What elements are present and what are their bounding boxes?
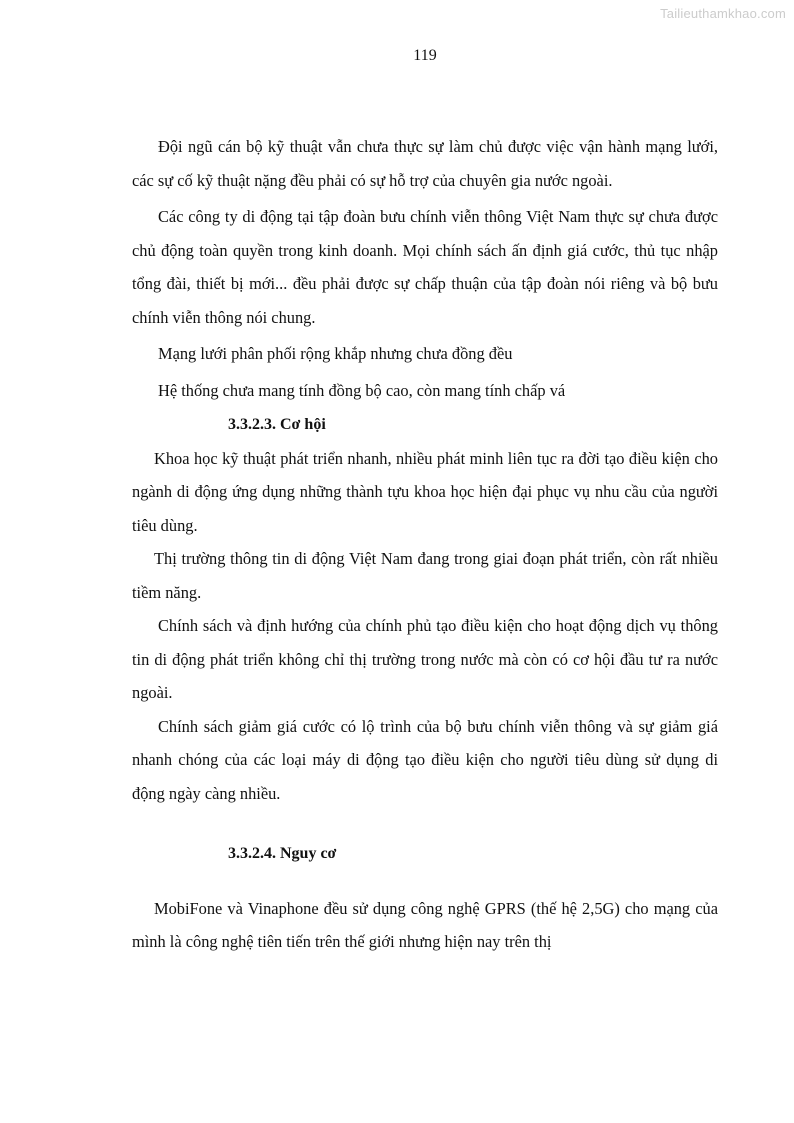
paragraph: MobiFone và Vinaphone đều sử dụng công nghệ GPRS (thế hệ 2,5G) cho mạng của mình là công nghệ tiên tiến trên thế giới nhưng hiện nay trên thị — [132, 898, 718, 951]
paragraph: Các công ty di động tại tập đoàn bưu chính viễn thông Việt Nam thực sự chưa được chủ động toàn quyền trong kinh doanh. Mọi chính sách ấn định giá cước, thủ tục nhập tổng đài, thiết bị mới... đều phải được sự chấp thuận của tập đoàn nói riêng và bộ bưu chính viễn thông nói chung. — [132, 207, 718, 327]
paragraph: Đội ngũ cán bộ kỹ thuật vẫn chưa thực sự làm chủ được việc vận hành mạng lưới, các sự cố kỹ thuật nặng đều phải có sự hỗ trợ của chuyên gia nước ngoài. — [132, 137, 718, 190]
paragraph: Khoa học kỹ thuật phát triển nhanh, nhiều phát minh liên tục ra đời tạo điều kiện cho ngành di động ứng dụng những thành tựu khoa học hiện đại phục vụ nhu cầu của người tiêu dùng. — [132, 448, 718, 535]
section-heading-opportunities: 3.3.2.3. Cơ hội — [228, 416, 326, 433]
page-number: 119 — [413, 47, 437, 64]
document-body — [132, 130, 718, 959]
paragraph: Thị trường thông tin di động Việt Nam đang trong giai đoạn phát triển, còn rất nhiều tiềm năng. — [132, 549, 718, 602]
paragraph: Chính sách giảm giá cước có lộ trình của bộ bưu chính viễn thông và sự giảm giá nhanh chóng của các loại máy di động tạo điều kiện cho người tiêu dùng sử dụng di động ngày càng nhiều. — [132, 716, 718, 803]
paragraph: Chính sách và định hướng của chính phủ tạo điều kiện cho hoạt động dịch vụ thông tin di động phát triển không chỉ thị trường trong nước mà còn có cơ hội đầu tư ra nước ngoài. — [132, 616, 718, 702]
section-heading-threats: 3.3.2.4. Nguy cơ — [228, 845, 337, 862]
paragraph: Hệ thống chưa mang tính đồng bộ cao, còn mang tính chấp vá — [158, 380, 566, 400]
paragraph: Mạng lưới phân phối rộng khắp nhưng chưa đồng đều — [158, 344, 513, 363]
watermark: Tailieuthamkhao.com — [660, 6, 786, 21]
